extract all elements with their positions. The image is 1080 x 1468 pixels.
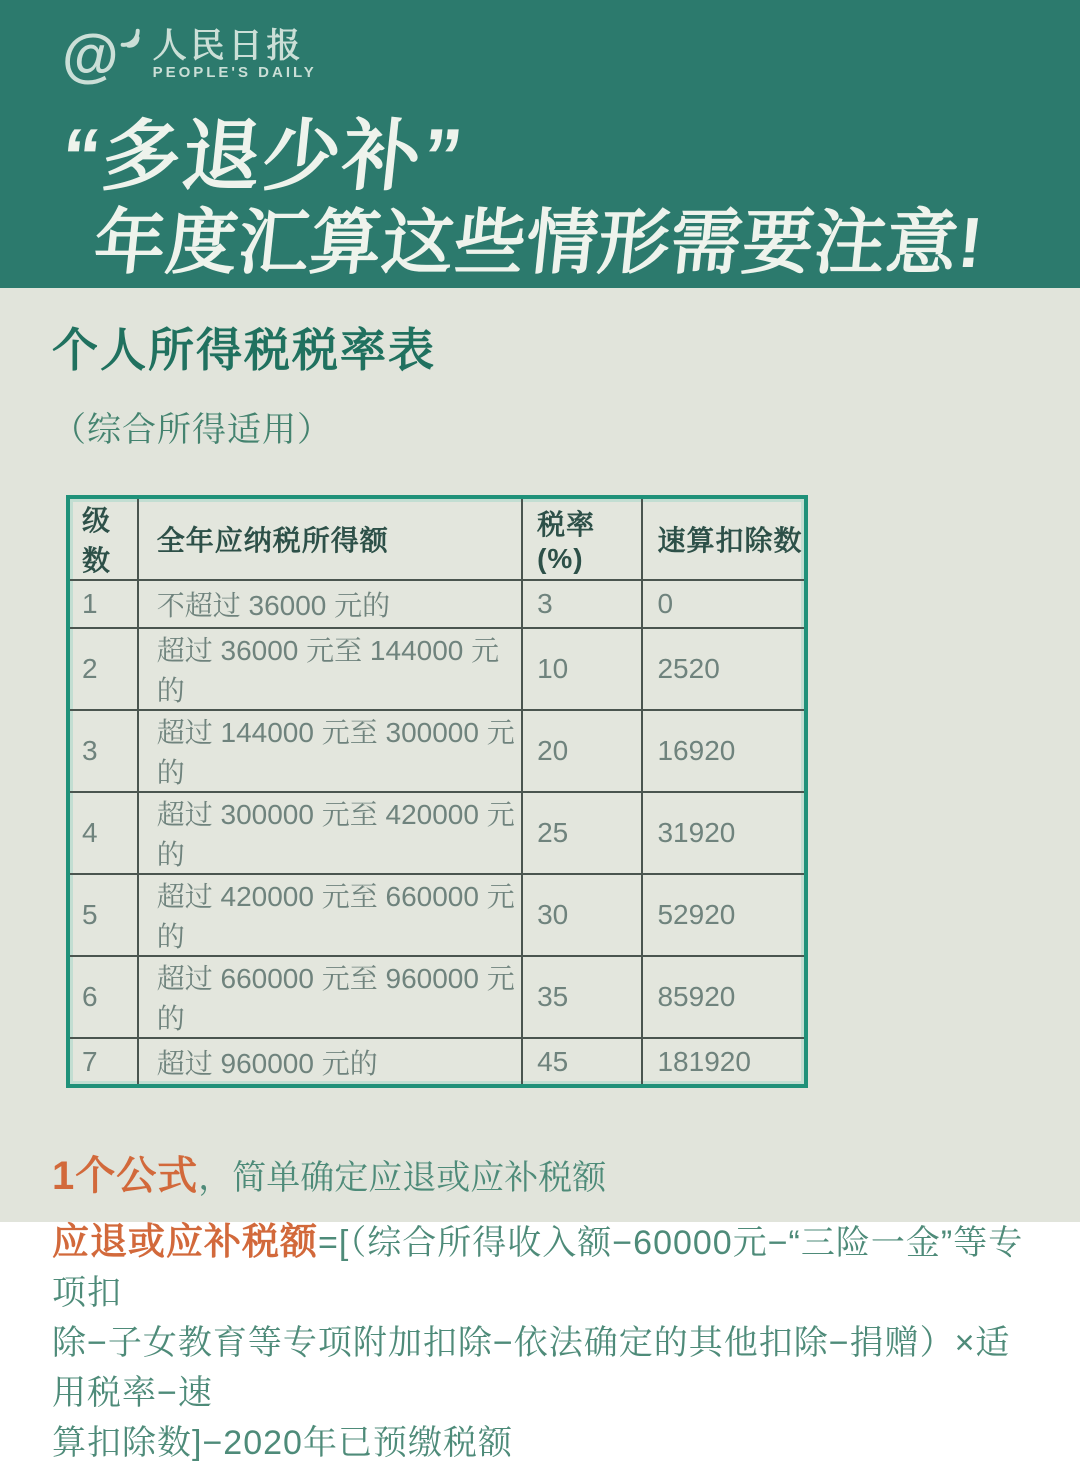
formula-line-2: 除−子女教育等专项附加扣除−依法确定的其他扣除−捐赠）×适用税率−速	[52, 1324, 1011, 1412]
cell-rate: 3	[522, 580, 642, 628]
table-row	[68, 628, 806, 710]
table-row	[68, 710, 806, 792]
cell-income: 超过 960000 元的	[138, 1038, 522, 1086]
table-row	[68, 580, 806, 628]
cell-quick: 31920	[642, 792, 806, 874]
formula-intro-rest: ，简单确定应退或应补税额	[198, 1159, 607, 1197]
cell-level: 1	[68, 580, 138, 628]
cell-quick: 0	[642, 580, 806, 628]
table-row	[68, 956, 806, 1038]
poster-content	[0, 314, 1080, 1468]
poster-title	[57, 110, 1050, 286]
formula-line-3: 算扣除数]−2020年已预缴税额	[52, 1424, 513, 1462]
cell-level: 3	[68, 710, 138, 792]
cell-level: 7	[68, 1038, 138, 1086]
logo-en-name: PEOPLE'S DAILY	[152, 64, 317, 81]
cell-quick: 16920	[642, 710, 806, 792]
section-subheading: （综合所得适用）	[52, 411, 332, 449]
poster-header	[0, 0, 1080, 288]
cell-income: 超过 144000 元至 300000 元的	[138, 710, 522, 792]
header-cell-quick: 速算扣除数	[642, 497, 806, 580]
cell-quick: 52920	[642, 874, 806, 956]
cell-quick: 2520	[642, 628, 806, 710]
cell-quick: 85920	[642, 956, 806, 1038]
cell-rate: 20	[522, 710, 642, 792]
cell-rate: 25	[522, 792, 642, 874]
cell-level: 2	[68, 628, 138, 710]
section-heading: 个人所得税税率表	[52, 324, 436, 376]
cell-income: 超过 420000 元至 660000 元的	[138, 874, 522, 956]
cell-income: 超过 300000 元至 420000 元的	[138, 792, 522, 874]
formula-line-1: =[（综合所得收入额−60000元−“三险一金”等专项扣	[52, 1224, 1024, 1312]
logo-text	[153, 28, 317, 82]
refund-formula	[52, 1217, 1028, 1468]
table-header-row	[68, 497, 806, 580]
header-cell-level: 级数	[68, 497, 138, 580]
cell-rate: 35	[522, 956, 642, 1038]
cell-rate: 30	[522, 874, 642, 956]
cell-level: 6	[68, 956, 138, 1038]
cell-income: 不超过 36000 元的	[138, 580, 522, 628]
at-symbol-icon: @	[62, 23, 119, 88]
title-line-1: “多退少补”	[57, 112, 469, 200]
cell-income: 超过 36000 元至 144000 元的	[138, 628, 522, 710]
cell-income: 超过 660000 元至 960000 元的	[138, 956, 522, 1038]
cell-level: 5	[68, 874, 138, 956]
tax-rate-table	[66, 495, 808, 1088]
cell-quick: 181920	[642, 1038, 806, 1086]
signal-waves-icon	[121, 26, 147, 57]
cell-rate: 10	[522, 628, 642, 710]
formula-intro-highlight: 1个公式	[52, 1154, 199, 1198]
cell-rate: 45	[522, 1038, 642, 1086]
table-row	[68, 874, 806, 956]
header-cell-rate: 税率(%)	[522, 497, 642, 580]
cell-level: 4	[68, 792, 138, 874]
formula-label: 应退或应补税额	[52, 1221, 318, 1262]
header-cell-income: 全年应纳税所得额	[138, 497, 522, 580]
table-row	[68, 1038, 806, 1086]
logo-cn-name: 人民日报	[152, 27, 305, 65]
peoples-daily-logo	[62, 24, 1032, 96]
title-line-2: 年度汇算这些情形需要注意!	[90, 204, 988, 283]
formula-intro	[52, 1144, 1028, 1201]
table-row	[68, 792, 806, 874]
